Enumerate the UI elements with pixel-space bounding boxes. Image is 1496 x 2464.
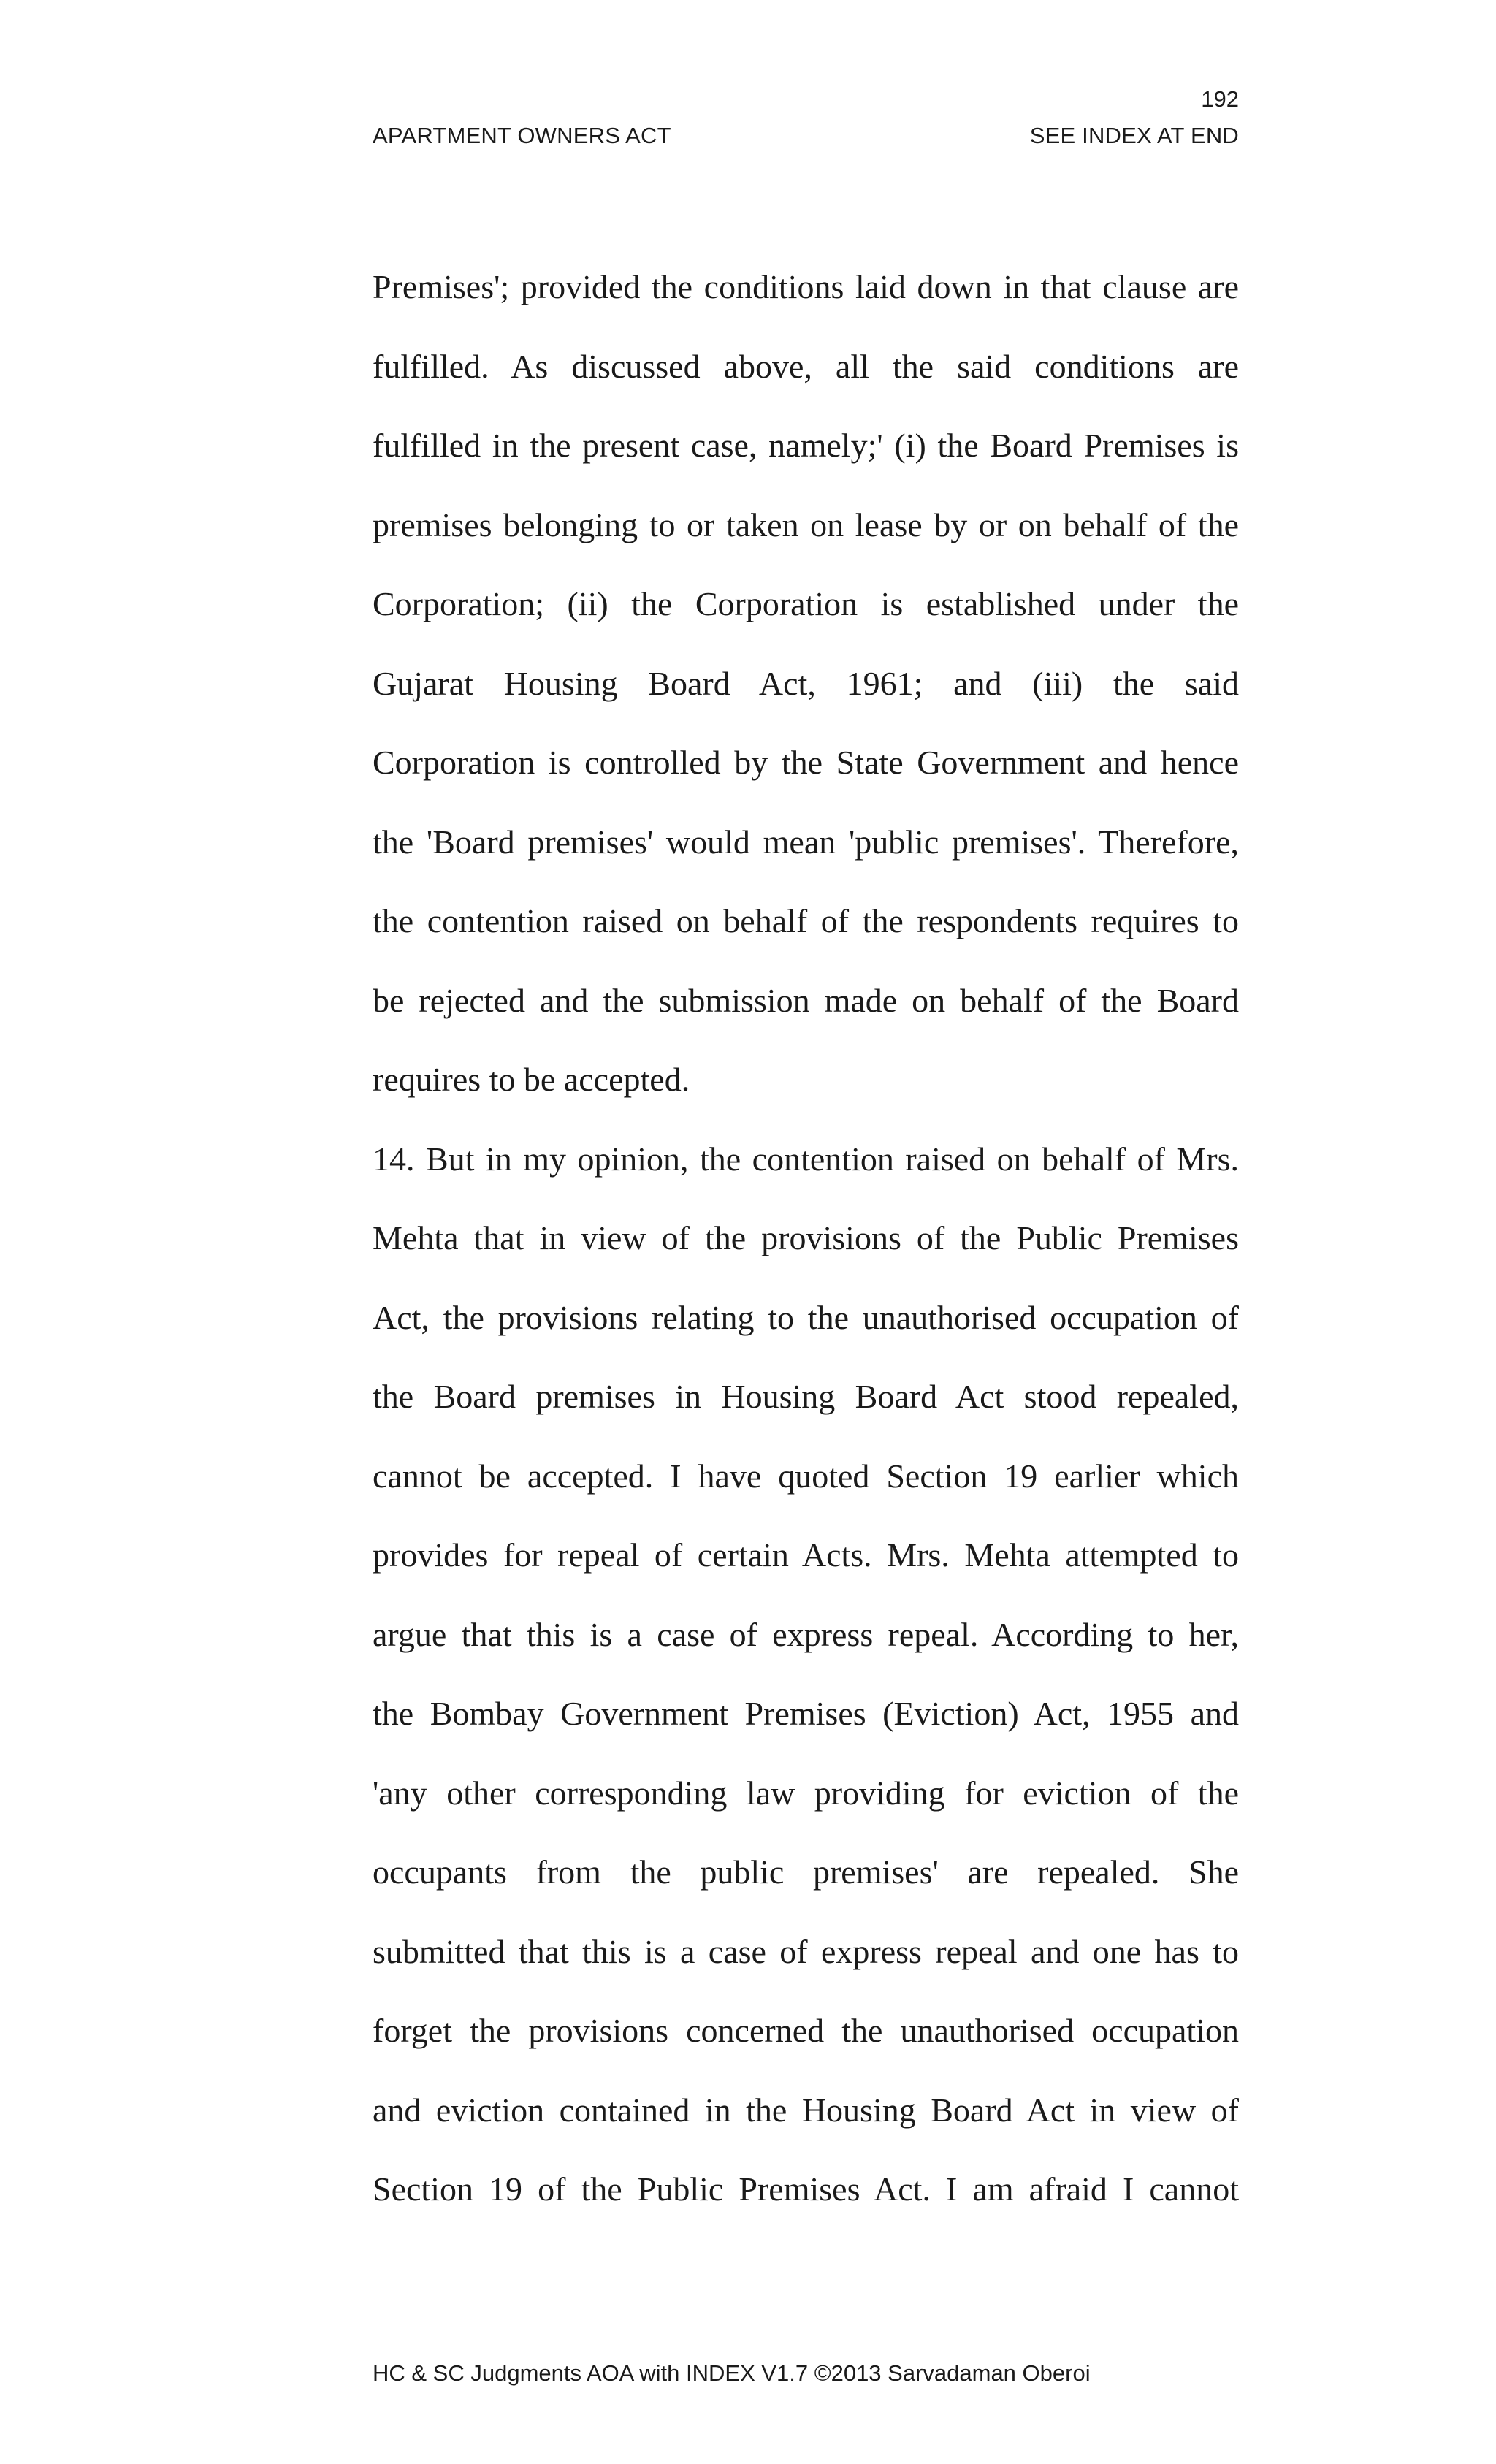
text-line: Act, the provisions relating to the unauthorised occupation of (373, 1298, 1239, 1336)
text-line: Section 19 of the Public Premises Act. I am afraid I cannot (373, 2170, 1239, 2208)
text-line: argue that this is a case of express repeal. According to her, (373, 1615, 1239, 1653)
paragraph-end-line: requires to be accepted. (373, 1061, 690, 1098)
text-line: the 'Board premises' would mean 'public premises'. Therefore, (373, 823, 1239, 861)
judgment-body (373, 262, 1239, 2243)
text-line: occupants from the public premises' are repealed. She (373, 1853, 1239, 1891)
text-line: the Board premises in Housing Board Act stood repealed, (373, 1378, 1239, 1415)
text-line: fulfilled. As discussed above, all the said conditions are (373, 347, 1239, 385)
text-line: premises belonging to or taken on lease by or on behalf of the (373, 506, 1239, 543)
text-line: forget the provisions concerned the unauthorised occupation (373, 2012, 1239, 2049)
text-line: Corporation; (ii) the Corporation is established under the (373, 585, 1239, 622)
text-line: cannot be accepted. I have quoted Section 19 earlier which (373, 1457, 1239, 1495)
text-line: Premises'; provided the conditions laid down in that clause are (373, 268, 1239, 305)
running-header-index-note: SEE INDEX AT END (1029, 123, 1239, 148)
footer-copyright: HC & SC Judgments AOA with INDEX V1.7 ©2013 Sarvadaman Oberoi (373, 2360, 1091, 2386)
text-line: the Bombay Government Premises (Eviction) Act, 1955 and (373, 1695, 1239, 1732)
running-header-title: APARTMENT OWNERS ACT (373, 123, 671, 148)
text-line: be rejected and the submission made on behalf of the Board (373, 981, 1239, 1019)
text-line: Corporation is controlled by the State Government and hence (373, 744, 1239, 781)
text-line: Gujarat Housing Board Act, 1961; and (iii) the said (373, 664, 1239, 702)
paragraph-14-first-line: 14. But in my opinion, the contention raised on behalf of Mrs. (373, 1140, 1239, 1178)
text-line: Mehta that in view of the provisions of the Public Premises (373, 1219, 1239, 1256)
page-number: 192 (1201, 86, 1239, 112)
text-line: fulfilled in the present case, namely;' (i) the Board Premises is (373, 427, 1239, 464)
text-line: and eviction contained in the Housing Board Act in view of (373, 2091, 1239, 2129)
text-line: the contention raised on behalf of the respondents requires to (373, 902, 1239, 939)
text-line: submitted that this is a case of express repeal and one has to (373, 1932, 1239, 1970)
text-line: 'any other corresponding law providing for eviction of the (373, 1774, 1239, 1812)
text-line: provides for repeal of certain Acts. Mrs. Mehta attempted to (373, 1536, 1239, 1574)
